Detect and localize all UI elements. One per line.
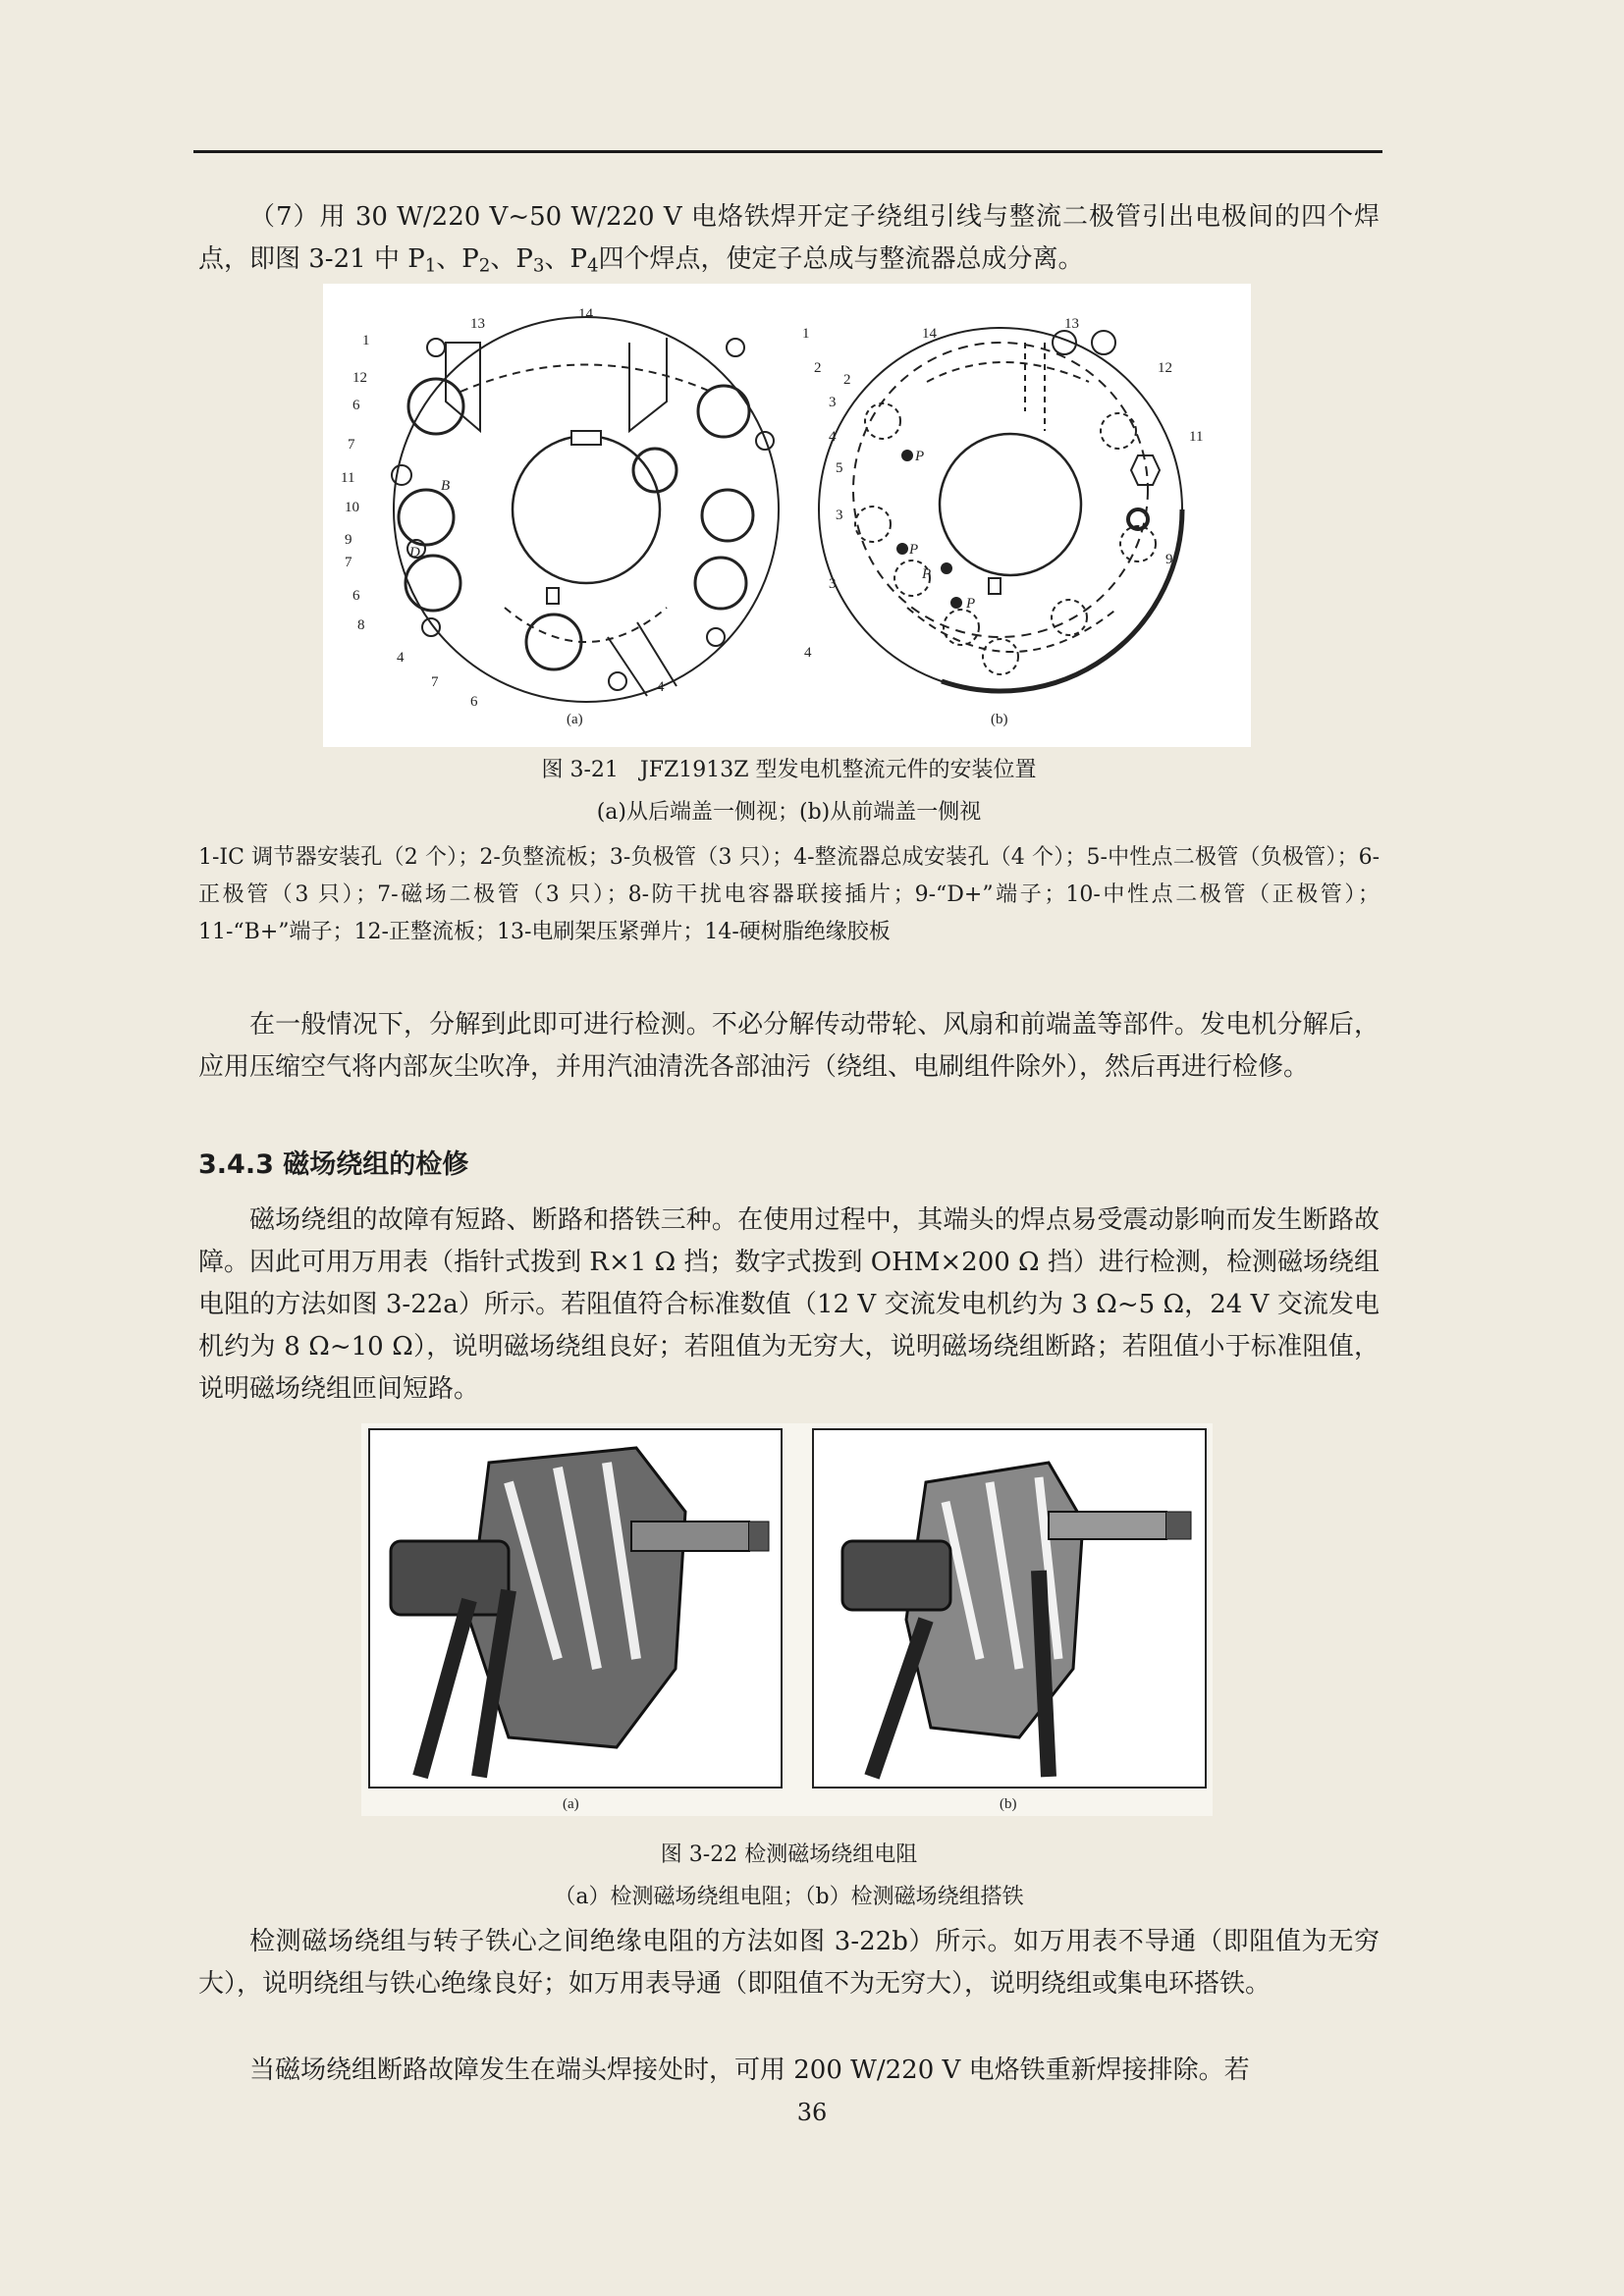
svg-text:4: 4: [804, 645, 812, 661]
svg-text:6: 6: [470, 694, 478, 710]
svg-text:2: 2: [814, 360, 822, 376]
photo-a-label: (a): [563, 1796, 579, 1812]
rectifier-rear-view: [392, 317, 779, 702]
rotor-test-photos: [361, 1423, 1213, 1816]
page-number: 36: [796, 2099, 828, 2126]
paragraph-open-circuit-repair: 当磁场绕组断路故障发生在端头焊接处时，可用 200 W/220 V 电烙铁重新焊接排除。若: [249, 2056, 1250, 2085]
svg-text:12: 12: [352, 370, 367, 386]
svg-text:13: 13: [1064, 316, 1079, 332]
svg-text:3: 3: [829, 576, 837, 592]
figure-3-22-subcaption: （a）检测磁场绕组电阻；（b）检测磁场绕组搭铁: [554, 1885, 1024, 1909]
paragraph-disassembly-step7: （7）用 30 W/220 V~50 W/220 V 电烙铁焊开定子绕组引线与整流二极管引出电极间的四个焊点，即图 3-21 中 $P_1$、$P_2$、$P_3$、$P_4$四个焊点，使定子总成与整流器总成分离。: [198, 202, 1380, 277]
svg-text:4: 4: [829, 429, 837, 445]
figure-3-21-caption: 图 3-21 JFZ1913Z 型发电机整流元件的安装位置: [541, 758, 1037, 782]
svg-text:9: 9: [1165, 552, 1173, 567]
svg-text:4: 4: [397, 650, 405, 666]
svg-text:14: 14: [578, 306, 593, 322]
panel-b-label: (b): [991, 712, 1008, 727]
svg-text:P: P: [922, 566, 932, 582]
svg-text:10: 10: [345, 500, 359, 515]
paragraph-after-disassembly: 在一般情况下，分解到此即可进行检测。不必分解传动带轮、风扇和前端盖等部件。发电机分解后，应用压缩空气将内部灰尘吹净，并用汽油清洗各部油污（绕组、电刷组件除外），然后再进行检修。: [198, 1010, 1380, 1082]
svg-text:8: 8: [357, 617, 365, 633]
svg-text:7: 7: [431, 674, 439, 690]
svg-text:12: 12: [1158, 360, 1172, 376]
svg-text:7: 7: [348, 437, 355, 453]
svg-text:B: B: [441, 478, 451, 494]
svg-text:11: 11: [1189, 429, 1204, 445]
photo-a-resistance-test: [369, 1429, 782, 1812]
svg-text:1: 1: [362, 333, 370, 348]
svg-text:3: 3: [829, 395, 837, 410]
rectifier-diagram: [323, 284, 1251, 747]
svg-text:14: 14: [922, 326, 937, 342]
svg-text:11: 11: [341, 470, 355, 486]
svg-text:13: 13: [470, 316, 485, 332]
svg-text:7: 7: [345, 555, 352, 570]
svg-text:9: 9: [345, 532, 352, 548]
panel-a-label: (a): [567, 712, 583, 727]
svg-text:P: P: [909, 542, 919, 558]
svg-text:6: 6: [352, 398, 360, 413]
figure-3-22-caption: 图 3-22 检测磁场绕组电阻: [660, 1842, 918, 1867]
paragraph-insulation-test: 检测磁场绕组与转子铁心之间绝缘电阻的方法如图 3-22b）所示。如万用表不导通（即阻值为无穷大），说明绕组与铁心绝缘良好；如万用表导通（即阻值不为无穷大），说明绕组或集电环搭铁。: [198, 1927, 1380, 1999]
header-rule: [193, 150, 1382, 153]
photo-b-ground-test: [813, 1429, 1206, 1812]
figure-3-21-legend: 1-IC 调节器安装孔（2 个）；2-负整流板；3-负极管（3 只）；4-整流器总成安装孔（4 个）；5-中性点二极管（负极管）；6-正极管（3 只）；7-磁场二极管（3 只）；8-防干扰电容器联接插片；9-“D+”端子；10-中性点二极管（正极管）；11-“B+”端子；12-正整流板；13-电刷架压紧弹片；14-硬树脂绝缘胶板: [198, 845, 1380, 944]
svg-text:2: 2: [843, 372, 851, 388]
svg-text:D: D: [409, 545, 420, 561]
figure-3-21: [323, 284, 1251, 747]
svg-text:3: 3: [836, 507, 843, 523]
svg-text:5: 5: [836, 460, 843, 476]
svg-text:P: P: [915, 449, 925, 464]
rectifier-front-view: [819, 328, 1182, 691]
paragraph-field-winding-faults: 磁场绕组的故障有短路、断路和搭铁三种。在使用过程中，其端头的焊点易受震动影响而发生断路故障。因此可用万用表（指针式拨到 R×1 Ω 挡；数字式拨到 OHM×200 Ω 挡）进行检测，检测磁场绕组电阻的方法如图 3-22a）所示。若阻值符合标准数值（12 V 交流发电机约为 3 Ω~5 Ω，24 V 交流发电机约为 8 Ω~10 Ω），说明磁场绕组良好；若阻值为无穷大，说明磁场绕组断路；若阻值小于标准阻值，说明磁场绕组匝间短路。: [198, 1205, 1380, 1404]
figure-3-22: [361, 1423, 1213, 1816]
section-heading-3-4-3: 3.4.3 磁场绕组的检修: [198, 1149, 469, 1180]
figure-3-21-subcaption: (a)从后端盖一侧视；(b)从前端盖一侧视: [596, 800, 982, 825]
panel-a-labels: [341, 306, 843, 727]
svg-text:1: 1: [802, 326, 810, 342]
svg-text:4: 4: [657, 679, 665, 695]
svg-text:6: 6: [352, 588, 360, 604]
photo-b-label: (b): [1000, 1796, 1017, 1812]
svg-text:P: P: [966, 596, 976, 612]
